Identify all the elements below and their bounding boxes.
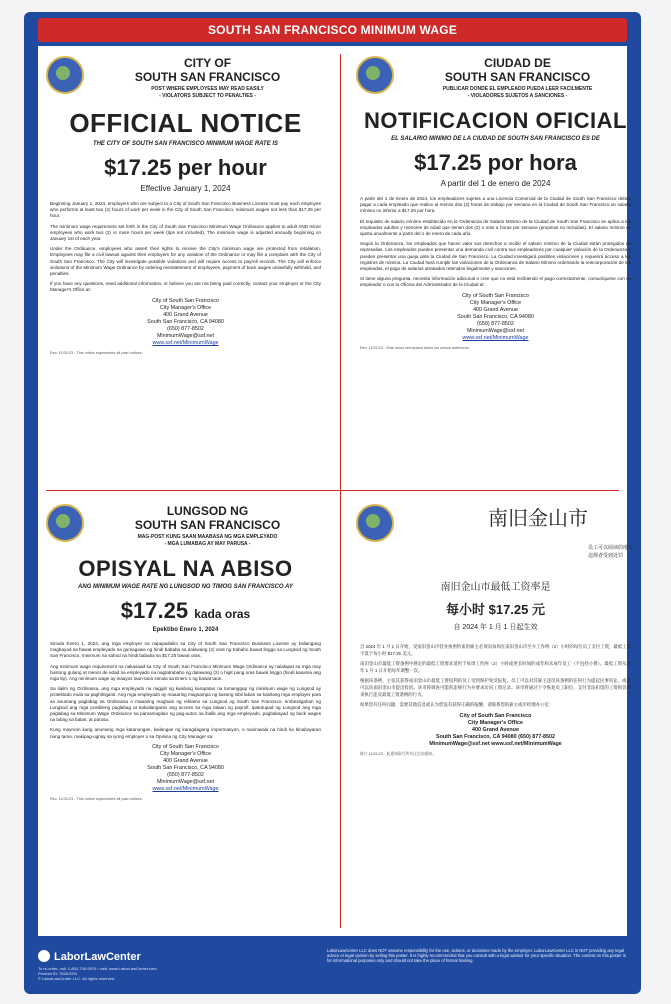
- footnote: Rev. 11/01/23 - This notice supersedes all past notices.: [50, 350, 143, 355]
- paragraph: Under the Ordinance, employees who assert their rights to receive the City's minimum wage are protected from retaliation. Employees may file a civil lawsuit against their employers for any violation of the Ordinance or may file a complaint with the City of South San Francisco. The City will investigate possible violations and will require access to payroll records. The City will enforce violations of the Minimum Wage Ordinance by ordering reinstatement of employees, payment of back wages unlawfully withheld, and penalties.: [50, 246, 321, 277]
- contact-address: [348, 713, 643, 748]
- notice-body: [50, 201, 321, 294]
- city-label: LUNGSOD NG: [166, 504, 249, 518]
- email: MinimumWage@ssf.net: [156, 332, 215, 339]
- laborlawcenter-logo: LaborLawCenter: [38, 950, 141, 963]
- footnote: Rev. 11/01/23 - Este aviso reemplaza todos los avisos anteriores.: [360, 345, 470, 350]
- wage-rate: $17.25 por hora: [414, 150, 577, 175]
- city-name: SOUTH SAN FRANCISCO: [134, 70, 281, 84]
- rate-amount: $17.25: [120, 598, 189, 623]
- post-line: MAG-POST KUNG SAAN MAABASA NG MGA EMPLEYADO: [137, 534, 278, 540]
- phone: (650) 877-8502: [167, 325, 204, 332]
- address-line: 400 Grand Avenue: [472, 726, 519, 733]
- english-notice: [38, 46, 333, 486]
- disclaimer: LaborLawCenter LLC does NOT assume responsibility for the use, actions, or decisions made by the employer. LaborLawCenter LLC is NOT providing any legal advice or legal opinion by selling this poster. It is highly recommended that you consult with a legal advisor for your specific situation. The content on this poster is for informational purposes only and should not take the place of formal training.: [327, 948, 626, 964]
- post-line: 员工可以阅读的地方: [588, 545, 634, 551]
- website-link[interactable]: www.ssf.net/MinimumWage: [152, 339, 219, 346]
- paragraph: 自 2024 年 1 月 1 日开始，受南旧金山市营业执照约束的雇主必须向每周在南旧金山市至少工作两（2）小时的每位员工支付工资，最低工资不低于每小时 $17.25 美元。: [360, 644, 631, 656]
- paragraph: Kung mayroon kang anumang mga katanungan, kailangan ng karagdagang impormasyon, o naniniwala na hindi ka binabayaran nang tama, makipag-ugnay sa iyong employer o sa Opisina ng City Manager sa:: [50, 727, 321, 739]
- phone: (650) 877-8502: [167, 771, 204, 778]
- phone: (650) 877-8502: [477, 320, 514, 327]
- paragraph: A partir del 1 de Enero de 2024, los empleadores sujetos a una Licencia Comercial de la Ciudad de South San Francisco deben pagar a cada empleado que realice al menos dos (2) horas de trabajo por semana en la Ciudad de South San Francisco un salario mínimo no inferior a $17.25 por hora.: [360, 196, 631, 214]
- paragraph: Beginning January 1, 2024, employers who are subject to a City of South San Francisco Business License must pay each employee who performs at least two (2) hours of work per week in the City of South San Francisco, minimum wages not less than $17.25 per hour.: [50, 201, 321, 219]
- address-line: City of South San Francisco: [462, 292, 529, 299]
- address-line: 400 Grand Avenue: [163, 311, 208, 318]
- vertical-divider: [340, 54, 341, 928]
- address-line: City Manager's Office: [159, 304, 212, 311]
- rate-title: THE CITY OF SOUTH SAN FRANCISCO MINIMUM WAGE RATE IS: [92, 141, 279, 147]
- post-lines: [588, 544, 633, 560]
- notice-title: NOTIFICACION OFICIAL: [364, 108, 627, 133]
- paragraph: 南旧金山市最低工资条例中规定的最低工资要求适用于每周工作两（2）小时或更长时间的成年和未成年员工（不包括小费）。最低工资从每年 1 月 1 日开始每年调整一次。: [360, 661, 631, 673]
- address-line: South San Francisco, CA 94080 (650) 877-8502: [435, 733, 556, 740]
- contact-address: [38, 744, 333, 793]
- contact-address: [38, 298, 333, 347]
- notice-body: [360, 644, 631, 709]
- effective-date: A partir del 1 de enero de 2024: [440, 179, 551, 188]
- paragraph: Si tiene alguna pregunta, necesita información adicional o cree que no está recibiendo el pago correctamente, comuníquese con su empleador o con la Oficina del Administrador de la Ciudad al:: [360, 276, 631, 288]
- rate-title: 南旧金山市最低工资率是: [440, 582, 551, 593]
- address-line: South San Francisco, CA 94080: [457, 313, 534, 320]
- effective-date: Epektibo Enero 1, 2024: [152, 627, 219, 633]
- wage-rate: [38, 598, 333, 624]
- address-line: City Manager's Office: [159, 750, 212, 757]
- contact-address: [348, 293, 643, 342]
- notice-panel: [38, 46, 634, 936]
- paragraph: Ang minimum wage requirement na nakasaad sa City of South San Francisco Minimum Wage Ordinance ay nalalapat sa mga may hustong gulang at menor de edad na empleyado na nagtatrabaho ng dalawang (2) o higit pang oras bawat linggo (hindi kasama ang mga tip). Ang minimum wage ay inaayos taun-taon simula sa Enero 1 ng bawat taon.: [50, 663, 321, 682]
- city-name: SOUTH SAN FRANCISCO: [134, 518, 281, 532]
- address-line: South San Francisco, CA 94080: [147, 318, 224, 325]
- violators-line: 违规者受到处罚: [588, 553, 624, 559]
- paragraph: Sa ilalim ng Ordinansa, ang mga empleyado na naggiit ng kanilang karapatan na tumanggap ng minimum wage ng Lungsod ay protektado mula sa paghihiganti. Ang mga empleyado ay maaaring magsampa ng kasong sibil laban sa kanilang mga employer para sa anumang paglabag sa Ordinansa o maaaring maghain ng reklamo sa Lungsod ng South San Francisco. Iimbestigahan ng Lungsod ang mga posibleng paglabag at kakailanganin ang access sa mga talaan ng payroll. Ipatutupad ng Lungsod ang mga paglabag sa Minimum Wage Ordinance sa pamamagitan ng pag-uutos na ibalik ang mga empleyado, pagbabayad ng back wages na labag sa batas, at parusa.: [50, 686, 321, 723]
- wage-rate: 每小时 $17.25 元: [446, 602, 545, 617]
- address-line: MinimumWage@ssf.net www.ssf.net/MinimumWage: [429, 740, 562, 747]
- notice-body: [50, 641, 321, 740]
- city-seal-icon: [356, 56, 394, 94]
- address-line: 400 Grand Avenue: [163, 757, 208, 764]
- effective-date: Effective January 1, 2024: [140, 184, 231, 193]
- address-line: City of South San Francisco: [152, 297, 219, 304]
- spanish-notice: [348, 46, 643, 486]
- horizontal-divider: [46, 490, 619, 491]
- city-label: CIUDAD DE: [484, 56, 551, 70]
- paragraph: 如果您有任何问题、需要其他信息或认为您没有获得正确的报酬，请联系您的雇主或市经理办公室：: [360, 702, 554, 708]
- post-line: PUBLICAR DONDE EL EMPLEADO PUEDA LEER FACILMENTE: [442, 86, 593, 92]
- paragraph: El requisito de salario mínimo establecido en la Ordenanza de Salario Mínimo de la Ciudad de South San Francisco se aplica a los empleados adultos y menores de edad que tienen dos (2) o más a horas por semana (propinas no incluidas). El salario mínimo se ajusta anualmente a partir del 1 de enero de cada año.: [360, 218, 631, 237]
- paragraph: 根据该条例，主张其获得南旧金山市最低工资权利的员工受到保护免受报复。员工可以对其雇主违反该条例的任何行为提起民事诉讼，或者可以向南旧金山市提出投诉。该市将调查可能的违规行为并要求访问工资记录。该市将通过下令恢复员工职位、支付非法扣留的工资和罚款来执行违反最低工资条例的行为。: [360, 678, 631, 697]
- address-line: City Manager's Office: [468, 719, 523, 726]
- footnote: 修订 11/01/23 - 此通知取代所有过去的通知。: [360, 751, 436, 756]
- poster-footer: [38, 944, 627, 984]
- email: MinimumWage@ssf.net: [466, 327, 525, 334]
- city-name: SOUTH SAN FRANCISCO: [444, 70, 591, 84]
- city-label: CITY OF: [183, 56, 232, 70]
- paragraph: Simula Enero 1, 2024, ang mga employer na napapailalim sa City of South San Francisco Business License ay kailangang magbayad sa bawat empleyado na gumagawa ng hindi bababa sa dalawang (2) oras ng trabaho bawat linggo sa Lungsod ng South San Francisco, minimum na sahod na hindi bababa sa $17.25 bawat oras.: [50, 641, 321, 659]
- city-seal-icon: [46, 504, 84, 542]
- rate-title: ANG MINIMUM WAGE RATE NG LUNGSOD NG TIMOG SAN FRANCISCO AY: [78, 584, 293, 590]
- notice-title: 南旧金山市: [488, 506, 588, 530]
- address-line: City of South San Francisco: [152, 743, 219, 750]
- poster: [24, 12, 641, 994]
- city-seal-icon: [356, 504, 394, 542]
- effective-date: 自 2024 年 1 月 1 日起生效: [453, 624, 538, 631]
- post-line: POST WHERE EMPLOYEES MAY READ EASILY: [151, 86, 264, 92]
- notice-title: OPISYAL NA ABISO: [78, 556, 293, 581]
- violators-line: - MGA LUMABAG AY MAY PARUSA -: [164, 541, 251, 547]
- notice-body: [360, 196, 631, 289]
- website-link[interactable]: www.ssf.net/MinimumWage: [462, 334, 529, 341]
- email: MinimumWage@ssf.net: [156, 778, 215, 785]
- wage-rate: $17.25 per hour: [104, 155, 267, 180]
- banner-title: SOUTH SAN FRANCISCO MINIMUM WAGE: [38, 18, 627, 42]
- city-seal-icon: [46, 56, 84, 94]
- violators-line: - VIOLATORS SUBJECT TO PENALTIES -: [159, 93, 256, 99]
- paragraph: The minimum wage requirement set forth in the City of South San Francisco Minimum Wage Ordinance applies to adult AND minor employees who work two (2) or more hours per week (tips not included). The minimum wage is adjusted annually beginning on January 1st of each year.: [50, 223, 321, 242]
- rate-unit: kada oras: [194, 607, 251, 621]
- violators-line: - VIOLADORES SUJETOS A SANCIONES -: [467, 93, 568, 99]
- address-line: City Manager's Office: [469, 299, 522, 306]
- chinese-notice: [348, 494, 643, 934]
- website-link[interactable]: www.ssf.net/MinimumWage: [152, 785, 219, 792]
- logo-icon: [38, 950, 50, 962]
- address-line: South San Francisco, CA 94080: [147, 764, 224, 771]
- notice-title: OFFICIAL NOTICE: [69, 108, 302, 138]
- paragraph: Según la Ordenanza, los empleados que hacen valer sus derechos a recibir el salario mínimo de la Ciudad están protegidos de represalias. Los empleados pueden presentar una demanda civil contra sus empleadores por cualquier violación de la Ordenanza o pueden presentar una queja ante la Ciudad de San Francisco. La Ciudad investigará posibles violaciones y requerirá acceso a los registros de nómina. La Ciudad hará cumplir las violaciones de la Ordenanza de Salario Mínimo ordenando la reincorporación de los empleados, el pago de salarios atrasados retenidos ilegalmente y sanciones.: [360, 241, 631, 272]
- footnote: Rev. 11/01/23 - This notice supersedes all past notices.: [50, 796, 143, 801]
- paragraph: If you have any questions, need additional information, or believe you are not being paid correctly, contact your employer or the City Manager's Office at:: [50, 281, 321, 293]
- rate-title: EL SALARIO MINIMO DE LA CIUDAD DE SOUTH SAN FRANCISCO ES DE: [391, 136, 600, 142]
- address-line: City of South San Francisco: [459, 712, 532, 719]
- tagalog-notice: [38, 494, 333, 934]
- publisher-meta: To re-order, call: 1-800-745-9970 • visit: www.LaborLawCenter.com Product ID: 7828-ES4 © LaborLawCenter LLC. All rights reserved.: [38, 966, 157, 981]
- address-line: 400 Grand Avenue: [473, 306, 518, 313]
